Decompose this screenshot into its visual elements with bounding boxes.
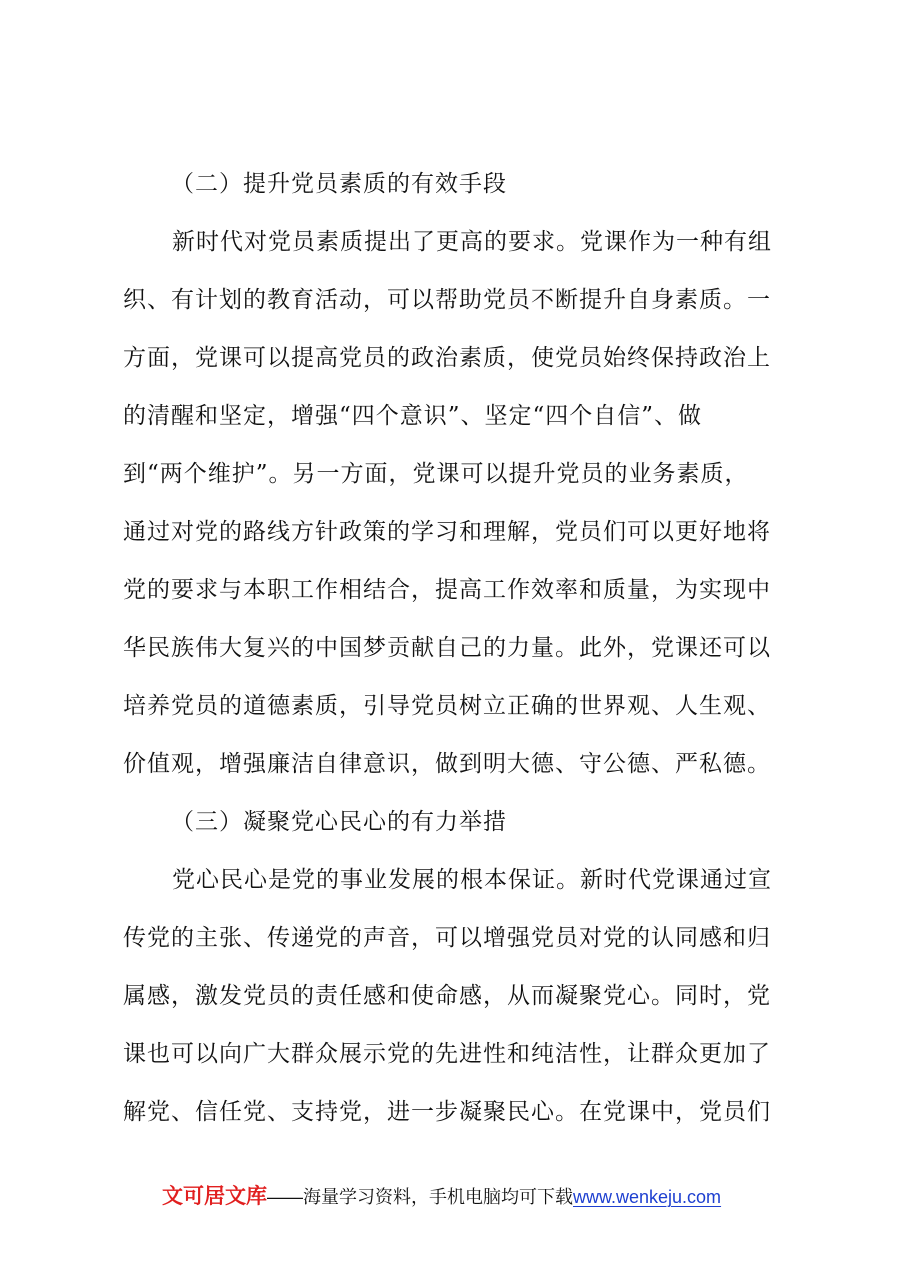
paragraph-line: 的清醒和坚定，增强“四个意识”、坚定“四个自信”、做	[123, 403, 703, 429]
paragraph-line: 课也可以向广大群众展示党的先进性和纯洁性，让群众更加了	[123, 1041, 771, 1067]
paragraph-line: 价值观，增强廉洁自律意识，做到明大德、守公德、严私德。	[123, 751, 771, 777]
footer-tagline: ——海量学习资料，手机电脑均可下载	[267, 1187, 573, 1207]
footer-brand: 文可居文库	[162, 1185, 267, 1208]
paragraph-line: 培养党员的道德素质，引导党员树立正确的世界观、人生观、	[123, 693, 771, 719]
paragraph-line: 织、有计划的教育活动，可以帮助党员不断提升自身素质。一	[123, 287, 771, 313]
paragraph-line: 通过对党的路线方针政策的学习和理解，党员们可以更好地将	[123, 519, 771, 545]
section-heading-2: （二）提升党员素质的有效手段	[171, 171, 507, 197]
paragraph-line: 新时代对党员素质提出了更高的要求。党课作为一种有组	[172, 229, 772, 255]
paragraph-line: 属感，激发党员的责任感和使命感，从而凝聚党心。同时，党	[123, 983, 771, 1009]
paragraph-line: 解党、信任党、支持党，进一步凝聚民心。在党课中，党员们	[123, 1099, 771, 1125]
paragraph-line: 方面，党课可以提高党员的政治素质，使党员始终保持政治上	[123, 345, 771, 371]
footer-link[interactable]: www.wenkeju.com	[573, 1187, 722, 1207]
section-heading-3: （三）凝聚党心民心的有力举措	[171, 809, 507, 835]
paragraph-line: 到“两个维护”。另一方面，党课可以提升党员的业务素质，	[123, 461, 749, 487]
footer-watermark	[162, 1182, 802, 1212]
paragraph-line: 党的要求与本职工作相结合，提高工作效率和质量，为实现中	[123, 577, 771, 603]
paragraph-line: 华民族伟大复兴的中国梦贡献自己的力量。此外，党课还可以	[123, 635, 771, 661]
paragraph-line: 传党的主张、传递党的声音，可以增强党员对党的认同感和归	[123, 925, 771, 951]
paragraph-line: 党心民心是党的事业发展的根本保证。新时代党课通过宣	[172, 867, 772, 893]
